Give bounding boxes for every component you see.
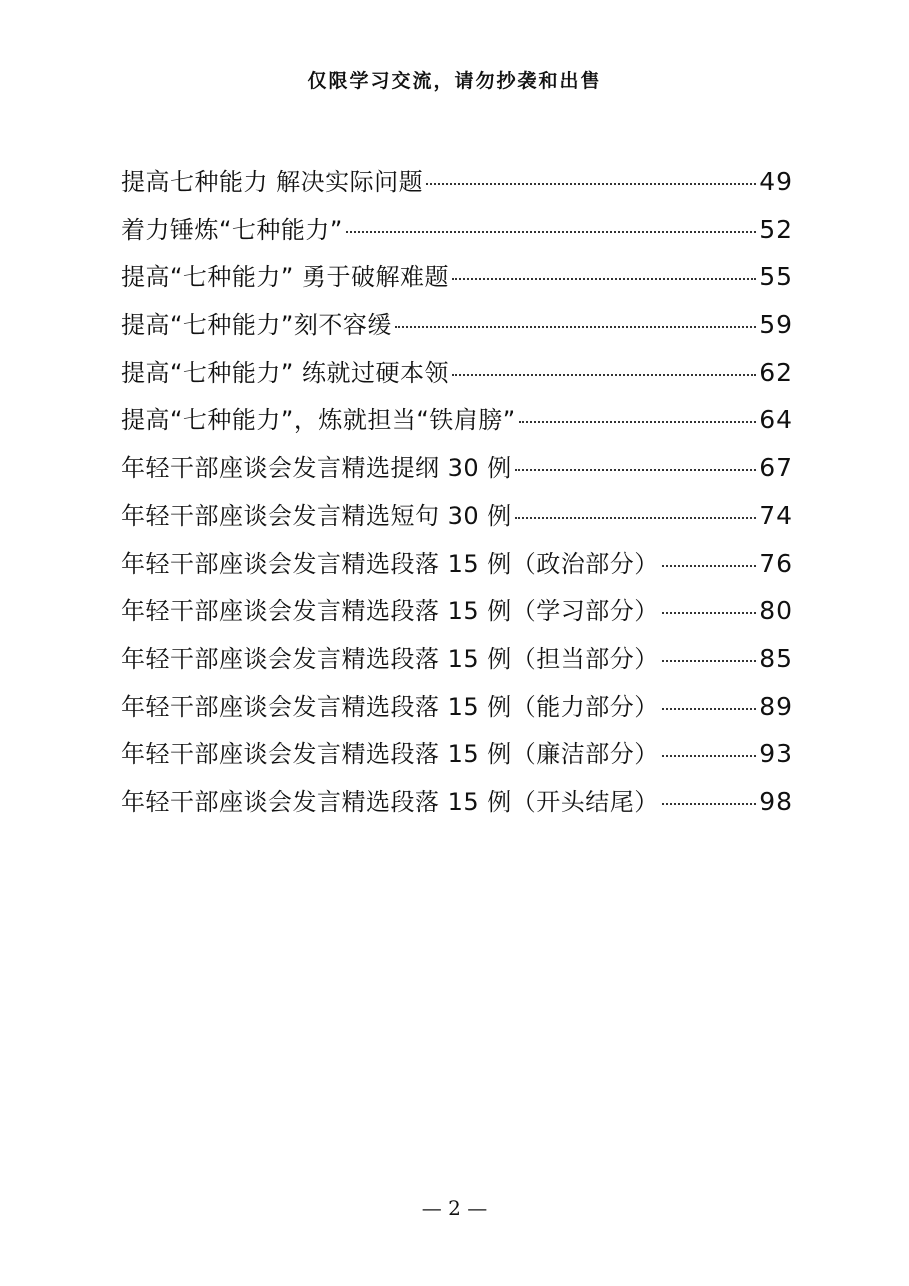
toc-entry-page: 67 [759, 453, 793, 483]
toc-dot-leader [515, 517, 756, 519]
toc-entry[interactable] [121, 591, 793, 639]
toc-entry-page: 89 [759, 691, 793, 721]
toc-dot-leader [515, 469, 756, 471]
toc-entry[interactable] [121, 257, 793, 305]
toc-entry-page: 76 [759, 548, 793, 578]
toc-entry-page: 62 [759, 357, 793, 387]
toc-entry-page: 64 [759, 405, 793, 435]
toc-dot-leader [662, 755, 756, 757]
toc-dot-leader [452, 374, 756, 376]
toc-dot-leader [395, 326, 756, 328]
toc-entry-page: 52 [759, 214, 793, 244]
toc-dot-leader [662, 708, 756, 710]
toc-entry-title: 提高“七种能力” 勇于破解难题 [121, 263, 449, 292]
toc-entry[interactable] [121, 496, 793, 544]
toc-entry-page: 98 [759, 786, 793, 816]
toc-entry-page: 49 [759, 167, 793, 196]
toc-dot-leader [662, 803, 756, 805]
toc-entry[interactable] [121, 782, 793, 830]
page-number: — 2 — [421, 1196, 488, 1220]
toc-entry-title: 提高“七种能力” 练就过硬本领 [121, 358, 449, 387]
toc-entry-title: 年轻干部座谈会发言精选提纲 30 例 [121, 454, 512, 483]
toc-entry-title: 年轻干部座谈会发言精选段落 15 例（政治部分） [121, 549, 659, 578]
toc-dot-leader [452, 278, 756, 280]
toc-entry[interactable] [121, 544, 793, 592]
toc-entry-page: 59 [759, 310, 793, 340]
toc-entry[interactable] [121, 400, 793, 448]
toc-entry[interactable] [121, 687, 793, 735]
toc-entry[interactable] [121, 162, 793, 210]
toc-entry-page: 74 [759, 500, 793, 530]
toc-entry-title: 年轻干部座谈会发言精选段落 15 例（廉洁部分） [121, 740, 659, 769]
toc-entry-title: 提高七种能力 解决实际问题 [121, 168, 424, 196]
toc-entry-title: 提高“七种能力”，炼就担当“铁肩膀” [121, 406, 516, 435]
toc-dot-leader [662, 565, 756, 567]
toc-entry[interactable] [121, 305, 793, 353]
toc-entry-title: 着力锤炼“七种能力” [121, 215, 343, 244]
toc-dot-leader [662, 612, 756, 614]
toc-entry[interactable] [121, 639, 793, 687]
toc-dot-leader [662, 660, 756, 662]
toc-entry-page: 93 [759, 739, 793, 769]
toc-entry-title: 年轻干部座谈会发言精选段落 15 例（担当部分） [121, 644, 659, 673]
toc-entry-title: 提高“七种能力”刻不容缓 [121, 311, 392, 340]
toc-entry-title: 年轻干部座谈会发言精选短句 30 例 [121, 501, 512, 530]
toc-dot-leader [346, 231, 756, 233]
toc-entry-title: 年轻干部座谈会发言精选段落 15 例（能力部分） [121, 692, 659, 721]
toc-entry-page: 80 [759, 596, 793, 626]
toc-entry-title: 年轻干部座谈会发言精选段落 15 例（学习部分） [121, 597, 659, 626]
header-notice: 仅限学习交流，请勿抄袭和出售 [307, 70, 602, 92]
toc-dot-leader [519, 421, 756, 423]
toc-entry[interactable] [121, 210, 793, 258]
table-of-contents [121, 162, 793, 830]
toc-entry[interactable] [121, 448, 793, 496]
toc-entry-page: 55 [759, 262, 793, 292]
toc-entry-title: 年轻干部座谈会发言精选段落 15 例（开头结尾） [121, 787, 659, 816]
toc-dot-leader [426, 183, 756, 185]
toc-entry[interactable] [121, 353, 793, 401]
toc-entry[interactable] [121, 734, 793, 782]
toc-entry-page: 85 [759, 643, 793, 673]
